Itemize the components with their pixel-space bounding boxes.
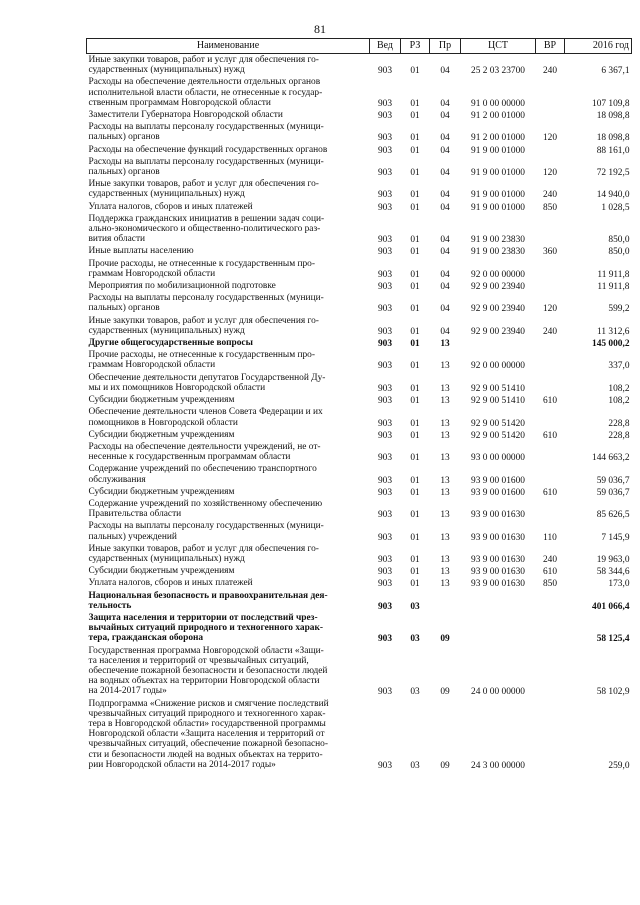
row-cst: 93 9 00 01600 xyxy=(471,487,525,498)
table-row xyxy=(87,292,632,314)
row-rz: 03 xyxy=(410,634,420,645)
row-ved: 903 xyxy=(377,634,393,645)
row-name: Иные закупки товаров, работ и услуг для обеспечения го- сударственных (муниципальных) нужд xyxy=(88,315,319,336)
row-vr: 850 xyxy=(542,202,558,213)
row-vr: 610 xyxy=(542,567,558,578)
row-sum: 108,2 xyxy=(608,383,630,394)
table-header-row xyxy=(87,39,632,54)
row-name: Иные закупки товаров, работ и услуг для обеспечения го- сударственных (муниципальных) нужд xyxy=(88,179,319,200)
row-rz: 01 xyxy=(410,133,420,144)
row-name: Другие общегосударственные вопросы xyxy=(88,338,253,349)
row-vr: 240 xyxy=(542,326,558,337)
row-name: Уплата налогов, сборов и иных платежей xyxy=(88,578,253,589)
header-cst: ЦСТ xyxy=(461,39,536,54)
table-row xyxy=(87,429,632,441)
row-sum: 59 036,7 xyxy=(596,475,630,486)
row-pr: 13 xyxy=(440,487,450,498)
row-sum: 850,0 xyxy=(608,247,630,258)
row-pr: 09 xyxy=(440,634,450,645)
row-vr xyxy=(536,498,565,520)
row-vr xyxy=(536,109,565,121)
row-pr: 09 xyxy=(440,687,450,698)
table-row xyxy=(87,349,632,371)
header-year: 2016 год xyxy=(565,39,632,54)
row-name: Уплата налогов, сборов и иных платежей xyxy=(88,201,253,212)
row-sum: 337,0 xyxy=(608,361,630,372)
row-rz: 01 xyxy=(410,361,420,372)
row-cst: 91 9 00 01000 xyxy=(471,202,525,213)
row-name: Расходы на обеспечение деятельности отдельных органов исполнительной власти области, не отнесенные к государ- ственным программам Новгородской области xyxy=(88,77,323,108)
row-name: Заместители Губернатора Новгородской области xyxy=(88,110,283,121)
row-vr xyxy=(536,258,565,280)
row-ved: 903 xyxy=(377,202,393,213)
row-vr xyxy=(536,463,565,485)
row-vr: 240 xyxy=(542,66,558,77)
row-pr: 04 xyxy=(440,202,450,213)
row-ved: 903 xyxy=(377,168,393,179)
table-row xyxy=(87,612,632,645)
row-vr: 120 xyxy=(542,133,558,144)
table-row xyxy=(87,590,632,612)
table-row xyxy=(87,121,632,143)
table-body xyxy=(87,54,632,772)
row-pr: 13 xyxy=(440,475,450,486)
row-rz: 01 xyxy=(410,247,420,258)
row-pr: 09 xyxy=(440,760,450,771)
row-name: Расходы на обеспечение деятельности учреждений, не от- несенные к государственным программам области xyxy=(88,441,321,463)
row-name: Обеспечение деятельности депутатов Государственной Ду- мы и их помощников Новгородской области xyxy=(88,372,326,393)
table-row xyxy=(87,394,632,406)
row-ved: 903 xyxy=(377,98,393,109)
row-vr xyxy=(536,698,565,771)
row-vr xyxy=(536,612,565,645)
row-cst: 93 9 00 01630 xyxy=(471,532,525,543)
row-cst xyxy=(461,337,536,349)
row-cst: 92 0 00 00000 xyxy=(471,269,525,280)
row-ved: 903 xyxy=(377,453,393,464)
row-rz: 01 xyxy=(410,326,420,337)
row-rz: 03 xyxy=(410,601,420,612)
row-name: Субсидии бюджетным учреждениям xyxy=(88,566,235,577)
row-cst: 24 3 00 00000 xyxy=(471,760,525,771)
row-ved: 903 xyxy=(377,304,393,315)
row-name: Расходы на выплаты персоналу государственных (муници- пальных) учреждений xyxy=(88,521,324,542)
table-row xyxy=(87,543,632,565)
page-number: 81 xyxy=(314,22,326,36)
row-rz: 01 xyxy=(410,475,420,486)
row-cst: 91 9 00 01000 xyxy=(471,145,525,156)
row-vr xyxy=(536,406,565,428)
row-sum: 108,2 xyxy=(608,396,630,407)
table-row xyxy=(87,441,632,463)
row-vr: 610 xyxy=(542,396,558,407)
row-rz: 01 xyxy=(410,98,420,109)
row-name: Расходы на выплаты персоналу государственных (муници- пальных) органов xyxy=(88,293,324,314)
row-cst: 92 9 00 51410 xyxy=(471,383,525,394)
row-vr xyxy=(536,590,565,612)
row-pr: 04 xyxy=(440,304,450,315)
table-row xyxy=(87,245,632,257)
header-name: Наименование xyxy=(87,39,370,54)
row-cst: 93 9 00 01630 xyxy=(471,567,525,578)
row-rz: 01 xyxy=(410,554,420,565)
row-rz: 03 xyxy=(410,687,420,698)
row-name: Обеспечение деятельности членов Совета Федерации и их помощников в Новгородской области xyxy=(88,407,323,428)
row-sum: 18 098,8 xyxy=(596,133,630,144)
row-cst: 91 0 00 00000 xyxy=(471,98,525,109)
table-row xyxy=(87,486,632,498)
row-vr: 360 xyxy=(542,247,558,258)
row-cst: 93 0 00 00000 xyxy=(471,453,525,464)
row-vr: 120 xyxy=(542,168,558,179)
row-rz: 01 xyxy=(410,487,420,498)
row-pr: 04 xyxy=(440,168,450,179)
row-pr: 04 xyxy=(440,190,450,201)
row-pr: 04 xyxy=(440,326,450,337)
row-name: Субсидии бюджетным учреждениям xyxy=(88,486,235,497)
budget-table xyxy=(86,38,632,771)
row-rz: 01 xyxy=(410,235,420,246)
row-vr: 610 xyxy=(542,487,558,498)
row-ved: 903 xyxy=(377,487,393,498)
row-sum: 85 626,5 xyxy=(596,510,630,521)
row-pr: 04 xyxy=(440,145,450,156)
row-vr xyxy=(536,76,565,109)
row-cst: 93 9 00 01630 xyxy=(471,510,525,521)
row-ved: 903 xyxy=(377,247,393,258)
row-vr xyxy=(536,280,565,292)
row-cst: 25 2 03 23700 xyxy=(471,66,525,77)
row-cst: 93 9 00 01600 xyxy=(471,475,525,486)
row-rz: 01 xyxy=(410,190,420,201)
header-pr: Пр xyxy=(430,39,461,54)
table-row xyxy=(87,178,632,200)
row-sum: 599,2 xyxy=(608,304,630,315)
row-vr: 120 xyxy=(542,304,558,315)
row-name: Расходы на обеспечение функций государственных органов xyxy=(88,144,328,155)
row-name: Подпрограмма «Снижение рисков и смягчение последствий чрезвычайных ситуаций природного и техногенного харак- тера в Новгородской области» государственной программы Новгородской области «Защита населения и территорий от чрезвычайных ситуаций, обеспечение пожарной безопасно- сти и безопасности людей на водных объектах на террито- рии Новгородской области на 2014-2017 годы» xyxy=(88,698,329,770)
row-pr: 13 xyxy=(440,361,450,372)
row-ved: 903 xyxy=(377,326,393,337)
row-ved: 903 xyxy=(377,339,393,350)
row-name: Мероприятия по мобилизационной подготовке xyxy=(88,281,276,292)
row-sum: 58 344,6 xyxy=(596,567,630,578)
row-cst: 91 9 00 23830 xyxy=(471,247,525,258)
row-cst: 93 9 00 01630 xyxy=(471,554,525,565)
row-ved: 903 xyxy=(377,111,393,122)
row-ved: 903 xyxy=(377,579,393,590)
row-ved: 903 xyxy=(377,475,393,486)
row-sum: 144 663,2 xyxy=(592,453,630,464)
row-name: Расходы на выплаты персоналу государственных (муници- пальных) органов xyxy=(88,156,324,178)
row-ved: 903 xyxy=(377,532,393,543)
row-pr: 04 xyxy=(440,235,450,246)
row-pr: 13 xyxy=(440,567,450,578)
row-pr: 13 xyxy=(440,554,450,565)
row-sum: 850,0 xyxy=(608,235,630,246)
row-ved: 903 xyxy=(377,418,393,429)
table-row xyxy=(87,337,632,349)
table-row xyxy=(87,54,632,77)
row-vr xyxy=(536,337,565,349)
header-rz: РЗ xyxy=(401,39,430,54)
row-rz: 01 xyxy=(410,579,420,590)
row-pr: 13 xyxy=(440,418,450,429)
row-cst: 91 2 00 01000 xyxy=(471,111,525,122)
row-vr xyxy=(536,349,565,371)
row-vr xyxy=(536,372,565,394)
row-cst: 92 9 00 23940 xyxy=(471,282,525,293)
row-rz: 01 xyxy=(410,567,420,578)
row-ved: 903 xyxy=(377,66,393,77)
row-sum: 19 963,0 xyxy=(596,554,630,565)
row-pr xyxy=(430,590,461,612)
row-cst: 92 0 00 00000 xyxy=(471,361,525,372)
row-pr: 04 xyxy=(440,282,450,293)
table-row xyxy=(87,520,632,542)
row-rz: 01 xyxy=(410,145,420,156)
row-ved: 903 xyxy=(377,361,393,372)
row-ved: 903 xyxy=(377,554,393,565)
row-rz: 01 xyxy=(410,282,420,293)
row-ved: 903 xyxy=(377,190,393,201)
row-pr: 04 xyxy=(440,269,450,280)
row-rz: 01 xyxy=(410,418,420,429)
row-sum: 259,0 xyxy=(608,760,630,771)
row-sum: 173,0 xyxy=(608,579,630,590)
table-row xyxy=(87,463,632,485)
row-pr: 04 xyxy=(440,247,450,258)
header-ved: Вед xyxy=(370,39,401,54)
row-ved: 903 xyxy=(377,282,393,293)
table-row xyxy=(87,156,632,178)
row-name: Субсидии бюджетным учреждениям xyxy=(88,395,235,406)
row-sum: 107 109,8 xyxy=(592,98,630,109)
row-name: Прочие расходы, не отнесенные к государственным про- граммам Новгородской области xyxy=(88,350,315,371)
row-rz: 01 xyxy=(410,396,420,407)
row-sum: 1 028,5 xyxy=(601,202,630,213)
row-ved: 903 xyxy=(377,383,393,394)
row-ved: 903 xyxy=(377,133,393,144)
row-vr: 850 xyxy=(542,579,558,590)
row-pr: 04 xyxy=(440,133,450,144)
row-vr: 110 xyxy=(543,532,557,543)
table-row xyxy=(87,144,632,156)
row-ved: 903 xyxy=(377,601,393,612)
row-rz: 01 xyxy=(410,202,420,213)
header-vr: ВР xyxy=(536,39,565,54)
table-row xyxy=(87,76,632,109)
row-rz: 01 xyxy=(410,430,420,441)
row-rz: 01 xyxy=(410,111,420,122)
row-name: Содержание учреждений по хозяйственному обеспечению Правительства области xyxy=(88,498,323,520)
table-row xyxy=(87,213,632,246)
row-cst: 92 9 00 23940 xyxy=(471,304,525,315)
row-rz: 01 xyxy=(410,269,420,280)
row-name: Защита населения и территории от последствий чрез- вычайных ситуаций природного и техногенного харак- тера, гражданская оборона xyxy=(88,612,324,644)
row-rz: 01 xyxy=(410,510,420,521)
row-sum: 145 000,2 xyxy=(592,339,630,350)
table-row xyxy=(87,645,632,698)
row-vr: 240 xyxy=(542,554,558,565)
row-pr: 13 xyxy=(440,430,450,441)
row-rz: 01 xyxy=(410,168,420,179)
row-cst xyxy=(461,590,536,612)
row-name: Расходы на выплаты персоналу государственных (муници- пальных) органов xyxy=(88,122,324,143)
row-cst: 92 9 00 23940 xyxy=(471,326,525,337)
row-ved: 903 xyxy=(377,760,393,771)
row-ved: 903 xyxy=(377,145,393,156)
row-vr: 610 xyxy=(542,430,558,441)
table-row xyxy=(87,109,632,121)
row-rz: 01 xyxy=(410,66,420,77)
table-row xyxy=(87,315,632,337)
row-cst: 92 9 00 51410 xyxy=(471,396,525,407)
row-sum: 58 125,4 xyxy=(596,634,630,645)
row-cst: 91 2 00 01000 xyxy=(471,133,525,144)
row-vr xyxy=(536,441,565,463)
row-cst: 91 9 00 01000 xyxy=(471,190,525,201)
row-pr: 13 xyxy=(440,510,450,521)
row-ved: 903 xyxy=(377,396,393,407)
row-pr: 13 xyxy=(440,339,450,350)
row-cst: 92 9 00 51420 xyxy=(471,430,525,441)
table-row xyxy=(87,698,632,771)
row-sum: 6 367,1 xyxy=(601,66,630,77)
row-ved: 903 xyxy=(377,430,393,441)
row-sum: 7 145,9 xyxy=(601,532,630,543)
row-sum: 228,8 xyxy=(608,430,630,441)
row-ved: 903 xyxy=(377,687,393,698)
row-name: Государственная программа Новгородской области «Защи- та населения и территорий от чрезвычайных ситуаций, обеспечение пожарной безопасности и безопасности людей на водных объектах на территории Новгородской области на 2014-2017 годы» xyxy=(88,645,328,697)
table-row xyxy=(87,372,632,394)
row-rz: 01 xyxy=(410,339,420,350)
row-rz: 01 xyxy=(410,304,420,315)
table-row xyxy=(87,498,632,520)
row-vr: 240 xyxy=(542,190,558,201)
row-name: Иные закупки товаров, работ и услуг для обеспечения го- сударственных (муниципальных) нужд xyxy=(88,543,319,564)
row-name: Содержание учреждений по обеспечению транспортного обслуживания xyxy=(88,464,317,485)
table-row xyxy=(87,577,632,589)
row-rz: 01 xyxy=(410,383,420,394)
row-sum: 88 161,0 xyxy=(596,145,630,156)
row-pr: 13 xyxy=(440,383,450,394)
row-rz: 03 xyxy=(410,760,420,771)
row-name: Иные закупки товаров, работ и услуг для обеспечения го- сударственных (муниципальных) нужд xyxy=(88,55,319,76)
row-name: Иные выплаты населению xyxy=(88,246,194,257)
row-sum: 18 098,8 xyxy=(596,111,630,122)
row-cst: 24 0 00 00000 xyxy=(471,687,525,698)
row-name: Поддержка гражданских инициатив в решении задач соци- ально-экономического и общественно-политического раз- вития области xyxy=(88,213,325,245)
row-pr: 04 xyxy=(440,66,450,77)
row-cst: 91 9 00 23830 xyxy=(471,235,525,246)
row-cst xyxy=(461,612,536,645)
row-sum: 228,8 xyxy=(608,418,630,429)
row-sum: 11 312,6 xyxy=(597,326,630,337)
row-pr: 04 xyxy=(440,98,450,109)
row-rz: 01 xyxy=(410,453,420,464)
row-ved: 903 xyxy=(377,269,393,280)
row-sum: 401 066,4 xyxy=(592,601,630,612)
table-row xyxy=(87,565,632,577)
row-pr: 04 xyxy=(440,111,450,122)
row-cst: 93 9 00 01630 xyxy=(471,579,525,590)
row-sum: 14 940,0 xyxy=(596,190,630,201)
row-sum: 58 102,9 xyxy=(596,687,630,698)
row-sum: 72 192,5 xyxy=(596,168,630,179)
row-ved: 903 xyxy=(377,567,393,578)
row-rz: 01 xyxy=(410,532,420,543)
table-row xyxy=(87,406,632,428)
row-cst: 92 9 00 51420 xyxy=(471,418,525,429)
row-pr: 13 xyxy=(440,453,450,464)
row-name: Прочие расходы, не отнесенные к государственным про- граммам Новгородской области xyxy=(88,258,315,279)
table-row xyxy=(87,280,632,292)
row-vr xyxy=(536,213,565,246)
row-name: Субсидии бюджетным учреждениям xyxy=(88,429,235,440)
row-ved: 903 xyxy=(377,510,393,521)
row-pr: 13 xyxy=(440,396,450,407)
table-row xyxy=(87,201,632,213)
row-ved: 903 xyxy=(377,235,393,246)
row-vr xyxy=(536,144,565,156)
row-vr xyxy=(536,645,565,698)
row-name: Национальная безопасность и правоохранительная дея- тельность xyxy=(88,590,328,611)
row-pr: 13 xyxy=(440,532,450,543)
row-sum: 59 036,7 xyxy=(596,487,630,498)
row-pr: 13 xyxy=(440,579,450,590)
row-sum: 11 911,8 xyxy=(597,282,630,293)
row-cst: 91 9 00 01000 xyxy=(471,168,525,179)
table-row xyxy=(87,258,632,280)
row-sum: 11 911,8 xyxy=(597,269,630,280)
